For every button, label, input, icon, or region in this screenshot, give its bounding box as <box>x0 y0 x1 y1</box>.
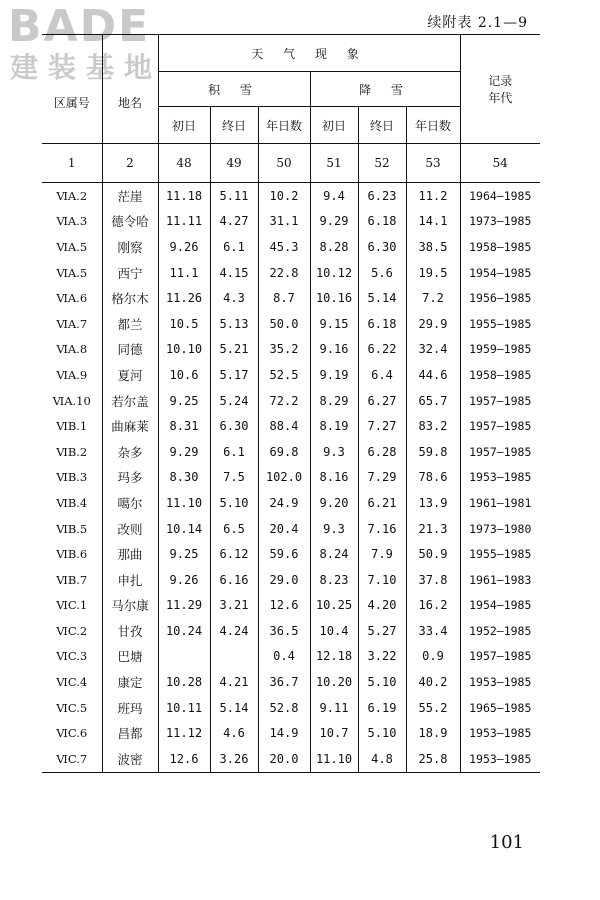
cover-year-days: 14.9 <box>258 720 310 746</box>
header-fall-days: 年日数 <box>406 107 460 144</box>
cover-first-day: 9.29 <box>158 439 210 465</box>
station-name: 康定 <box>102 669 158 695</box>
fall-first-day: 10.12 <box>310 260 358 286</box>
station-code: ⅥC.1 <box>42 593 102 619</box>
fall-first-day: 10.7 <box>310 720 358 746</box>
header-code-label: 区属号 <box>53 95 90 110</box>
table-row <box>42 465 540 491</box>
header-name-label: 地名 <box>117 95 142 110</box>
fall-last-day: 6.28 <box>358 439 406 465</box>
fall-first-day: 9.20 <box>310 490 358 516</box>
fall-first-day: 9.3 <box>310 439 358 465</box>
station-name: 茫崖 <box>102 183 158 209</box>
station-name: 格尔木 <box>102 285 158 311</box>
cover-last-day: 6.1 <box>210 439 258 465</box>
table-row <box>42 593 540 619</box>
table-row <box>42 516 540 542</box>
station-name: 昌都 <box>102 720 158 746</box>
watermark-sub-text: 建装基地 <box>10 51 163 84</box>
cover-year-days: 69.8 <box>258 439 310 465</box>
fall-last-day: 6.4 <box>358 362 406 388</box>
cover-last-day: 4.15 <box>210 260 258 286</box>
fall-first-day: 10.25 <box>310 593 358 619</box>
fall-last-day: 7.16 <box>358 516 406 542</box>
cover-year-days: 50.0 <box>258 311 310 337</box>
fall-year-days: 59.8 <box>406 439 460 465</box>
station-code: ⅥC.2 <box>42 618 102 644</box>
cover-year-days: 88.4 <box>258 413 310 439</box>
cover-year-days: 29.0 <box>258 567 310 593</box>
station-code: ⅥA.5 <box>42 234 102 260</box>
header-cover-last: 终日 <box>210 107 258 144</box>
cover-first-day: 9.26 <box>158 567 210 593</box>
station-code: ⅥB.7 <box>42 567 102 593</box>
table-row <box>42 720 540 746</box>
col-number: 51 <box>310 144 358 183</box>
fall-year-days: 33.4 <box>406 618 460 644</box>
record-years: 1958—1985 <box>469 367 532 382</box>
station-name: 噶尔 <box>102 490 158 516</box>
cover-first-day <box>158 644 210 670</box>
record-years: 1961—1983 <box>469 572 532 587</box>
table-row <box>42 260 540 286</box>
fall-first-day: 8.29 <box>310 388 358 414</box>
cover-year-days: 36.5 <box>258 618 310 644</box>
fall-first-day: 9.11 <box>310 695 358 721</box>
fall-first-day: 9.19 <box>310 362 358 388</box>
fall-first-day: 12.18 <box>310 644 358 670</box>
cover-year-days: 35.2 <box>258 337 310 363</box>
col-number: 49 <box>210 144 258 183</box>
fall-last-day: 6.23 <box>358 183 406 209</box>
station-name: 刚察 <box>102 234 158 260</box>
header-record <box>460 35 540 144</box>
cover-last-day <box>210 644 258 670</box>
station-name: 波密 <box>102 746 158 772</box>
cover-year-days: 72.2 <box>258 388 310 414</box>
record-years: 1954—1985 <box>469 265 532 280</box>
fall-first-day: 9.4 <box>310 183 358 209</box>
cover-year-days: 20.0 <box>258 746 310 772</box>
cover-last-day: 4.21 <box>210 669 258 695</box>
station-name: 德令哈 <box>102 209 158 235</box>
station-code: ⅥA.9 <box>42 362 102 388</box>
cover-last-day: 4.3 <box>210 285 258 311</box>
station-code: ⅥC.7 <box>42 746 102 772</box>
cover-first-day: 11.18 <box>158 183 210 209</box>
table-row <box>42 234 540 260</box>
fall-last-day: 3.22 <box>358 644 406 670</box>
cover-year-days: 52.5 <box>258 362 310 388</box>
cover-last-day: 5.21 <box>210 337 258 363</box>
station-code: ⅥA.5 <box>42 260 102 286</box>
table-row <box>42 541 540 567</box>
record-years: 1973—1980 <box>469 521 532 536</box>
cover-first-day: 9.25 <box>158 541 210 567</box>
station-name: 夏河 <box>102 362 158 388</box>
record-years: 1954—1985 <box>469 598 532 613</box>
record-years: 1957—1985 <box>469 419 532 434</box>
header-weather-group <box>158 35 460 72</box>
cover-first-day: 11.26 <box>158 285 210 311</box>
header-fall-first: 初日 <box>310 107 358 144</box>
record-years: 1953—1985 <box>469 470 532 485</box>
station-name: 申扎 <box>102 567 158 593</box>
cover-last-day: 5.17 <box>210 362 258 388</box>
record-years: 1952—1985 <box>469 623 532 638</box>
fall-last-day: 4.20 <box>358 593 406 619</box>
fall-year-days: 37.8 <box>406 567 460 593</box>
col-number: 48 <box>158 144 210 183</box>
cover-year-days: 59.6 <box>258 541 310 567</box>
col-number: 2 <box>102 144 158 183</box>
record-years: 1957—1985 <box>469 444 532 459</box>
cover-first-day: 10.14 <box>158 516 210 542</box>
cover-year-days: 22.8 <box>258 260 310 286</box>
table-row <box>42 439 540 465</box>
cover-last-day: 6.16 <box>210 567 258 593</box>
fall-last-day: 5.10 <box>358 669 406 695</box>
header-snow-cover-label: 积 雪 <box>208 82 260 97</box>
cover-last-day: 6.30 <box>210 413 258 439</box>
fall-first-day: 10.4 <box>310 618 358 644</box>
cover-first-day: 10.5 <box>158 311 210 337</box>
fall-first-day: 9.16 <box>310 337 358 363</box>
table-row <box>42 183 540 209</box>
table-row <box>42 618 540 644</box>
col-number: 54 <box>460 144 540 183</box>
fall-last-day: 7.27 <box>358 413 406 439</box>
header-fall-last: 终日 <box>358 107 406 144</box>
cover-first-day: 11.12 <box>158 720 210 746</box>
table-row <box>42 209 540 235</box>
cover-last-day: 5.24 <box>210 388 258 414</box>
cover-first-day: 8.30 <box>158 465 210 491</box>
station-name: 甘孜 <box>102 618 158 644</box>
record-years: 1953—1985 <box>469 726 532 741</box>
fall-first-day: 9.15 <box>310 311 358 337</box>
cover-first-day: 10.11 <box>158 695 210 721</box>
fall-year-days: 18.9 <box>406 720 460 746</box>
record-years: 1953—1985 <box>460 746 540 772</box>
fall-year-days: 50.9 <box>406 541 460 567</box>
record-years: 1956—1985 <box>469 291 532 306</box>
table-row <box>42 567 540 593</box>
fall-year-days: 14.1 <box>406 209 460 235</box>
table-caption: 续附表 2.1—9 <box>427 15 528 31</box>
cover-year-days: 0.4 <box>258 644 310 670</box>
record-years: 1957—1985 <box>469 393 532 408</box>
cover-year-days: 36.7 <box>258 669 310 695</box>
cover-year-days: 45.3 <box>258 234 310 260</box>
station-name: 若尔盖 <box>102 388 158 414</box>
record-years: 1964—1985 <box>469 188 532 203</box>
header-snow-cover <box>158 72 310 107</box>
fall-year-days: 83.2 <box>406 413 460 439</box>
fall-first-day: 10.16 <box>310 285 358 311</box>
header-weather-group-label: 天 气 现 象 <box>251 46 367 61</box>
header-code <box>42 35 102 144</box>
cover-first-day: 10.28 <box>158 669 210 695</box>
fall-year-days: 21.3 <box>406 516 460 542</box>
fall-year-days: 16.2 <box>406 593 460 619</box>
table-row <box>42 285 540 311</box>
fall-year-days: 38.5 <box>406 234 460 260</box>
station-code: ⅥB.3 <box>42 465 102 491</box>
fall-last-day: 7.10 <box>358 567 406 593</box>
cover-first-day: 11.1 <box>158 260 210 286</box>
fall-year-days: 25.8 <box>406 746 460 772</box>
watermark-main-text: BADE <box>8 1 151 52</box>
header-record-label: 记录 <box>488 74 513 88</box>
station-code: ⅥC.4 <box>42 669 102 695</box>
cover-last-day: 3.26 <box>210 746 258 772</box>
fall-first-day: 8.23 <box>310 567 358 593</box>
station-code: ⅥA.8 <box>42 337 102 363</box>
record-years: 1959—1985 <box>469 342 532 357</box>
station-code: ⅥC.3 <box>42 644 102 670</box>
cover-year-days: 52.8 <box>258 695 310 721</box>
record-years: 1953—1985 <box>469 675 532 690</box>
cover-last-day: 4.6 <box>210 720 258 746</box>
station-code: ⅥA.2 <box>42 183 102 209</box>
fall-year-days: 29.9 <box>406 311 460 337</box>
fall-year-days: 11.2 <box>406 183 460 209</box>
record-years: 1961—1981 <box>469 495 532 510</box>
table-row <box>42 746 540 772</box>
cover-first-day: 11.29 <box>158 593 210 619</box>
cover-last-day: 7.5 <box>210 465 258 491</box>
cover-first-day: 9.26 <box>158 234 210 260</box>
station-name: 那曲 <box>102 541 158 567</box>
station-name: 改则 <box>102 516 158 542</box>
table-row <box>42 337 540 363</box>
station-code: ⅥB.2 <box>42 439 102 465</box>
station-code: ⅥA.3 <box>42 209 102 235</box>
cover-first-day: 10.6 <box>158 362 210 388</box>
station-name: 都兰 <box>102 311 158 337</box>
cover-first-day: 12.6 <box>158 746 210 772</box>
fall-first-day: 11.10 <box>310 746 358 772</box>
fall-year-days: 40.2 <box>406 669 460 695</box>
fall-first-day: 8.19 <box>310 413 358 439</box>
header-snowfall-label: 降 雪 <box>359 82 411 97</box>
fall-year-days: 78.6 <box>406 465 460 491</box>
table-row <box>42 388 540 414</box>
cover-last-day: 5.11 <box>210 183 258 209</box>
cover-last-day: 5.14 <box>210 695 258 721</box>
col-number: 53 <box>406 144 460 183</box>
station-name: 巴塘 <box>102 644 158 670</box>
fall-last-day: 6.18 <box>358 311 406 337</box>
station-name: 班玛 <box>102 695 158 721</box>
fall-year-days: 32.4 <box>406 337 460 363</box>
table-row <box>42 669 540 695</box>
cover-first-day: 10.24 <box>158 618 210 644</box>
table-row <box>42 311 540 337</box>
record-years: 1957—1985 <box>469 649 532 664</box>
cover-last-day: 4.24 <box>210 618 258 644</box>
cover-year-days: 31.1 <box>258 209 310 235</box>
table-row <box>42 413 540 439</box>
header-name <box>102 35 158 144</box>
station-code: ⅥB.4 <box>42 490 102 516</box>
fall-year-days: 65.7 <box>406 388 460 414</box>
fall-last-day: 7.29 <box>358 465 406 491</box>
cover-year-days: 24.9 <box>258 490 310 516</box>
fall-year-days: 0.9 <box>406 644 460 670</box>
col-number: 52 <box>358 144 406 183</box>
record-years: 1955—1985 <box>469 547 532 562</box>
cover-last-day: 5.13 <box>210 311 258 337</box>
fall-last-day: 5.10 <box>358 720 406 746</box>
fall-first-day: 8.24 <box>310 541 358 567</box>
fall-first-day: 10.20 <box>310 669 358 695</box>
fall-last-day: 6.19 <box>358 695 406 721</box>
station-code: ⅥA.6 <box>42 285 102 311</box>
station-code: ⅥA.10 <box>42 388 102 414</box>
fall-last-day: 6.22 <box>358 337 406 363</box>
record-years: 1965—1985 <box>469 700 532 715</box>
header-cover-days: 年日数 <box>258 107 310 144</box>
station-name: 玛多 <box>102 465 158 491</box>
cover-last-day: 6.12 <box>210 541 258 567</box>
cover-first-day: 11.10 <box>158 490 210 516</box>
fall-first-day: 9.3 <box>310 516 358 542</box>
fall-last-day: 6.27 <box>358 388 406 414</box>
cover-year-days: 20.4 <box>258 516 310 542</box>
cover-first-day: 10.10 <box>158 337 210 363</box>
station-code: ⅥA.7 <box>42 311 102 337</box>
fall-year-days: 7.2 <box>406 285 460 311</box>
col-number: 50 <box>258 144 310 183</box>
station-name: 马尔康 <box>102 593 158 619</box>
table-row <box>42 695 540 721</box>
station-code: ⅥC.5 <box>42 695 102 721</box>
fall-year-days: 44.6 <box>406 362 460 388</box>
record-years: 1955—1985 <box>469 316 532 331</box>
cover-last-day: 5.10 <box>210 490 258 516</box>
table-row <box>42 644 540 670</box>
fall-last-day: 6.21 <box>358 490 406 516</box>
cover-year-days: 12.6 <box>258 593 310 619</box>
fall-first-day: 8.16 <box>310 465 358 491</box>
table-body <box>42 183 540 773</box>
cover-year-days: 8.7 <box>258 285 310 311</box>
cover-year-days: 102.0 <box>258 465 310 491</box>
station-name: 杂多 <box>102 439 158 465</box>
station-name: 同德 <box>102 337 158 363</box>
fall-last-day: 4.8 <box>358 746 406 772</box>
table-row <box>42 490 540 516</box>
cover-year-days: 10.2 <box>258 183 310 209</box>
fall-last-day: 6.18 <box>358 209 406 235</box>
fall-year-days: 13.9 <box>406 490 460 516</box>
fall-last-day: 7.9 <box>358 541 406 567</box>
fall-year-days: 55.2 <box>406 695 460 721</box>
header-record-label-2: 年代 <box>488 91 513 105</box>
cover-first-day: 9.25 <box>158 388 210 414</box>
col-number: 1 <box>42 144 102 183</box>
cover-first-day: 11.11 <box>158 209 210 235</box>
table-row <box>42 362 540 388</box>
header-cover-first: 初日 <box>158 107 210 144</box>
cover-last-day: 6.1 <box>210 234 258 260</box>
page-number: 101 <box>489 832 524 853</box>
fall-first-day: 9.29 <box>310 209 358 235</box>
fall-last-day: 5.6 <box>358 260 406 286</box>
header-snowfall <box>310 72 460 107</box>
cover-first-day: 8.31 <box>158 413 210 439</box>
station-code: ⅥB.5 <box>42 516 102 542</box>
cover-last-day: 4.27 <box>210 209 258 235</box>
station-name: 西宁 <box>102 260 158 286</box>
record-years: 1958—1985 <box>469 239 532 254</box>
station-code: ⅥC.6 <box>42 720 102 746</box>
weather-data-table <box>42 34 540 773</box>
fall-first-day: 8.28 <box>310 234 358 260</box>
cover-last-day: 6.5 <box>210 516 258 542</box>
fall-last-day: 5.14 <box>358 285 406 311</box>
cover-last-day: 3.21 <box>210 593 258 619</box>
record-years: 1973—1985 <box>469 214 532 229</box>
fall-last-day: 6.30 <box>358 234 406 260</box>
fall-year-days: 19.5 <box>406 260 460 286</box>
station-code: ⅥB.1 <box>42 413 102 439</box>
station-name: 曲麻莱 <box>102 413 158 439</box>
station-code: ⅥB.6 <box>42 541 102 567</box>
fall-last-day: 5.27 <box>358 618 406 644</box>
